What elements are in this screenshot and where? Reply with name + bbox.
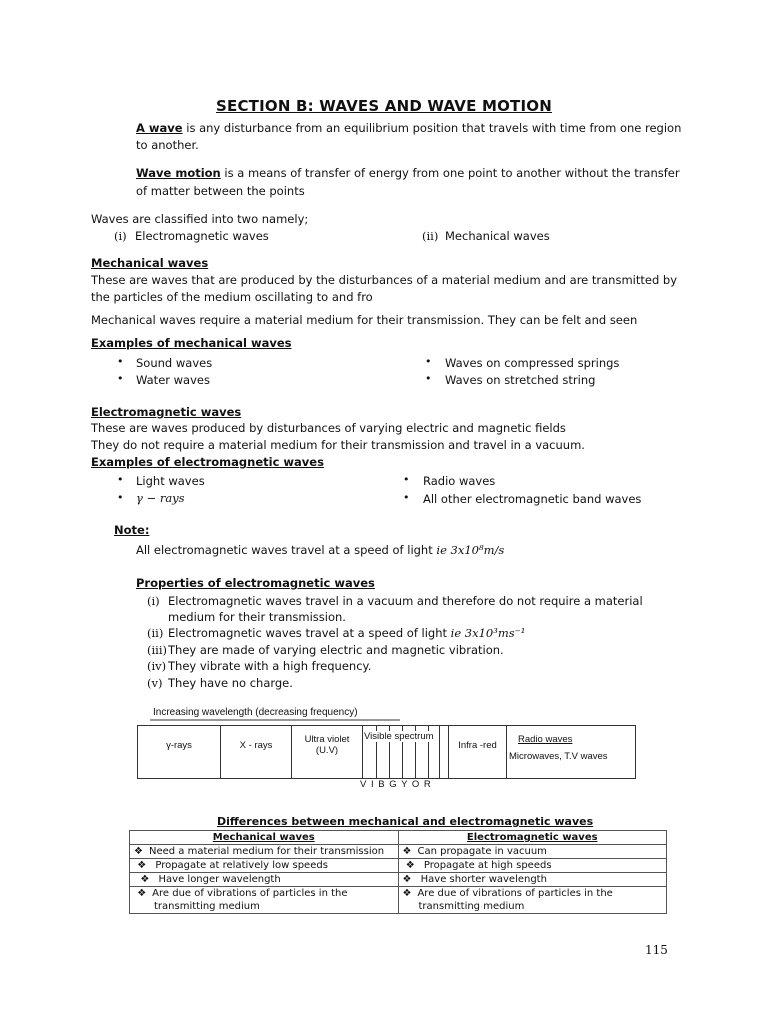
table-row [130,873,667,887]
table-cell [130,845,399,859]
em-line2: They do not require a material medium for their transmission and travel in a vacuum. [91,438,585,452]
wave-motion-definition [136,166,680,180]
diamond-bullet-icon: ❖ [137,888,147,899]
table-cell [398,845,667,859]
table-row [130,845,667,859]
diamond-bullet-icon: ❖ [140,874,150,885]
diamond-bullet-icon: ❖ [137,860,147,871]
differences-heading: Differences between mechanical and electromagnetic waves [217,815,594,828]
em-example-3: Radio waves [423,474,496,488]
diamond-bullet-icon: ❖ [134,846,143,857]
mechanical-heading: Mechanical waves [91,256,209,270]
bullet-icon: • [117,491,124,504]
table-cell [398,859,667,873]
motion-def-line1: is a means of transfer of energy from one point to another without the transfer [220,166,680,180]
em-example-2: γ − rays [136,491,185,505]
cell-uv [292,726,363,778]
em-example-4: All other electromagnetic band waves [423,492,642,506]
cell-text: Propagate at relatively low speeds [155,860,328,871]
property-5-num: (v) [147,676,163,690]
col-electromagnetic: Electromagnetic waves [398,831,667,845]
note-label: Note: [114,523,150,537]
table-cell [398,873,667,887]
table-cell [130,873,399,887]
differences-table [129,830,667,914]
table-cell [130,887,399,914]
property-4: They vibrate with a high frequency. [168,659,372,673]
cell-infrared [449,726,507,778]
bullet-icon: • [403,491,410,504]
property-5: They have no charge. [168,676,293,690]
cell-radio-label: Radio waves [518,734,573,745]
cell-infrared-label: Infra -red [458,740,497,751]
wave-definition [136,121,681,135]
note-text [136,543,504,557]
em-example-1: Light waves [136,474,205,488]
property-3-num: (iii) [147,643,168,657]
cell-uv-label: Ultra violet [304,734,350,745]
classified-intro: Waves are classified into two namely; [91,212,309,226]
bullet-icon: • [117,372,124,385]
property-4-num: (iv) [147,659,167,673]
bullet-icon: • [425,372,432,385]
em-line1: These are waves produced by disturbances of varying electric and magnetic fields [91,421,566,435]
mech-example-2: Water waves [136,373,210,387]
cell-text: Have shorter wavelength [420,874,547,885]
cell-text: Have longer wavelength [158,874,281,885]
classified-item2-num: (ii) [422,229,439,243]
bullet-icon: • [117,473,124,486]
cell-text: Can propagate in vacuum [417,846,547,857]
spectrum-caption: Increasing wavelength (decreasing frequency) [153,707,358,718]
page-title: SECTION B: WAVES AND WAVE MOTION [216,97,552,115]
wave-def-line2: to another. [136,138,199,152]
property-1-cont: medium for their transmission. [168,610,346,624]
property-1-num: (i) [147,594,160,608]
col-mechanical: Mechanical waves [130,831,399,845]
table-header-row [130,831,667,845]
mech-example-3: Waves on compressed springs [445,356,620,370]
classified-item1: Electromagnetic waves [135,229,269,243]
cell-radio [507,726,635,778]
property-1: Electromagnetic waves travel in a vacuum and therefore do not require a material [168,594,643,608]
classified-item2: Mechanical waves [445,229,550,243]
bullet-icon: • [117,355,124,368]
bullet-icon: • [425,355,432,368]
property-2-num: (ii) [147,626,164,640]
cell-text: Are due of vibrations of particles in the [152,888,348,899]
mechanical-line1: These are waves that are produced by the disturbances of a material medium and are transmitted by [91,273,678,287]
vibgyor-label: V I B G Y O R [360,779,432,790]
cell-micro-label: Microwaves, T.V waves [509,751,608,762]
wave-def-line1: is any disturbance from an equilibrium position that travels with time from one region [182,121,682,135]
spectrum-table [137,725,636,779]
classified-item1-num: (i) [114,229,127,243]
cell-gamma-label: γ-rays [166,740,192,751]
cell-text: Are due of vibrations of particles in the [417,888,613,899]
cell-visible [363,726,449,778]
mechanical-examples-heading: Examples of mechanical waves [91,336,292,350]
table-cell [130,859,399,873]
cell-xray-label: X - rays [239,740,273,751]
property-3: They are made of varying electric and magnetic vibration. [168,643,504,657]
diamond-bullet-icon: ❖ [402,888,412,899]
mechanical-line2: the particles of the medium oscillating to and fro [91,290,373,304]
cell-text: Propagate at high speeds [423,860,552,871]
wave-motion-term: Wave motion [136,166,221,180]
cell-uv-abbr: (U.V) [315,745,339,756]
diamond-bullet-icon: ❖ [402,874,412,885]
table-row [130,887,667,914]
diamond-bullet-icon: ❖ [402,846,412,857]
cell-gamma [138,726,221,778]
note-sentence: All electromagnetic waves travel at a speed of light [136,543,437,557]
property-2-text: Electromagnetic waves travel at a speed of light [168,626,451,640]
bullet-icon: • [403,473,410,486]
table-cell [398,887,667,914]
mech-example-4: Waves on stretched string [445,373,596,387]
em-heading: Electromagnetic waves [91,405,242,419]
diamond-bullet-icon: ❖ [405,860,415,871]
mech-example-1: Sound waves [136,356,213,370]
property-2 [168,626,525,640]
mechanical-line3: Mechanical waves require a material medium for their transmission. They can be felt and seen [91,313,638,327]
cell-xray [221,726,292,778]
wave-term: A wave [136,121,183,135]
page-number: 115 [645,943,668,957]
properties-heading: Properties of electromagnetic waves [136,576,375,590]
property-2-formula: ie 3x10³ms⁻¹ [450,626,526,640]
note-formula: ie 3x10⁸m/s [436,543,505,557]
motion-def-line2: of matter between the points [136,184,305,198]
cell-visible-label: Visible spectrum [364,731,434,742]
cell-text-cont: transmitting medium [154,901,260,912]
em-examples-heading: Examples of electromagnetic waves [91,455,324,469]
cell-text: Need a material medium for their transmission [148,846,385,857]
cell-text-cont: transmitting medium [418,901,525,912]
table-row [130,859,667,873]
